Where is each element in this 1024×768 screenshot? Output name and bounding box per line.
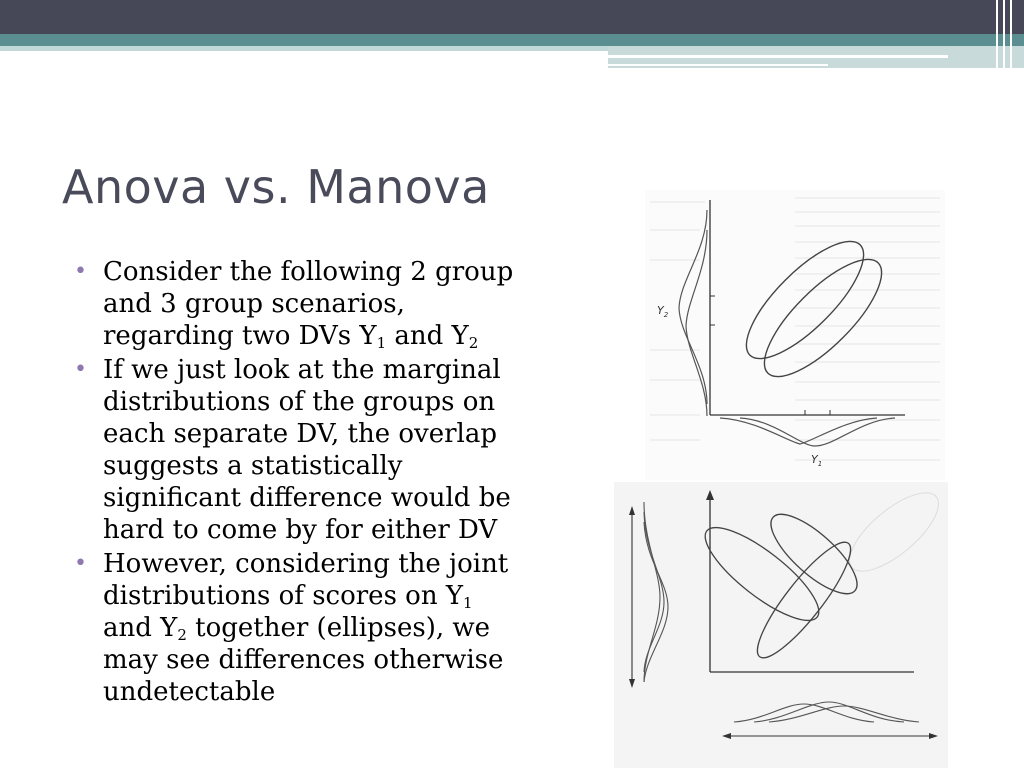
bullet-line: distributions of the groups on bbox=[103, 387, 496, 417]
three-group-figure bbox=[614, 482, 948, 768]
ellipse-group-1 bbox=[730, 225, 880, 375]
bullet-item bbox=[74, 256, 584, 352]
header-right-line bbox=[608, 55, 948, 58]
ellipse-group-3 bbox=[760, 502, 869, 605]
header-light-bar bbox=[0, 46, 608, 51]
two-group-figure bbox=[645, 190, 945, 480]
bullet-line: suggests a statistically bbox=[103, 451, 403, 481]
header-teal-bar bbox=[0, 34, 1024, 46]
marginal-y-group-2 bbox=[686, 230, 707, 416]
header-dark-bar bbox=[0, 0, 1024, 34]
slide-title: Anova vs. Manova bbox=[62, 160, 490, 214]
y1-axis-label: $Y_1$ bbox=[811, 453, 823, 468]
bullet-line: hard to come by for either DV bbox=[103, 515, 498, 545]
marginal-x-group-2 bbox=[754, 702, 904, 722]
bullet-dot-icon: • bbox=[74, 551, 87, 576]
bullet-dot-icon: • bbox=[74, 259, 87, 284]
three-group-plot bbox=[614, 482, 948, 768]
bullet-list bbox=[74, 256, 584, 710]
bullet-line: each separate DV, the overlap bbox=[103, 419, 497, 449]
bullet-line: may see differences otherwise bbox=[103, 645, 504, 675]
bullet-line: Consider the following 2 group bbox=[103, 257, 514, 287]
bullet-line: significant difference would be bbox=[103, 483, 511, 513]
bullet-item bbox=[74, 354, 584, 546]
bullet-dot-icon: • bbox=[74, 357, 87, 382]
bullet-line: However, considering the joint bbox=[103, 549, 509, 579]
header-stripe bbox=[1010, 0, 1012, 70]
bullet-line: and 3 group scenarios, bbox=[103, 289, 405, 319]
header-right-line bbox=[608, 64, 828, 66]
ellipse-group-2 bbox=[748, 243, 898, 393]
header-stripe bbox=[996, 0, 998, 70]
bullet-line: and $Y_2$ together (ellipses), we bbox=[103, 613, 491, 644]
marginal-y-group-1 bbox=[679, 210, 707, 404]
marginal-x-group-1 bbox=[740, 418, 895, 446]
two-group-plot bbox=[645, 190, 945, 480]
bullet-line: undetectable bbox=[103, 677, 276, 707]
header-stripe bbox=[1003, 0, 1005, 70]
bullet-line: If we just look at the marginal bbox=[103, 355, 501, 385]
marginal-y-group-3 bbox=[644, 512, 664, 672]
ellipse-group-1 bbox=[693, 514, 830, 635]
bullet-item bbox=[74, 548, 584, 708]
marginal-x-group-3 bbox=[769, 706, 919, 722]
bullet-line: regarding two DVs $Y_1$ and $Y_2$ bbox=[103, 321, 479, 352]
y2-axis-label: $Y_2$ bbox=[657, 304, 669, 319]
bullet-line: distributions of scores on $Y_1$ bbox=[103, 581, 473, 612]
ellipse-group-2 bbox=[745, 532, 862, 668]
